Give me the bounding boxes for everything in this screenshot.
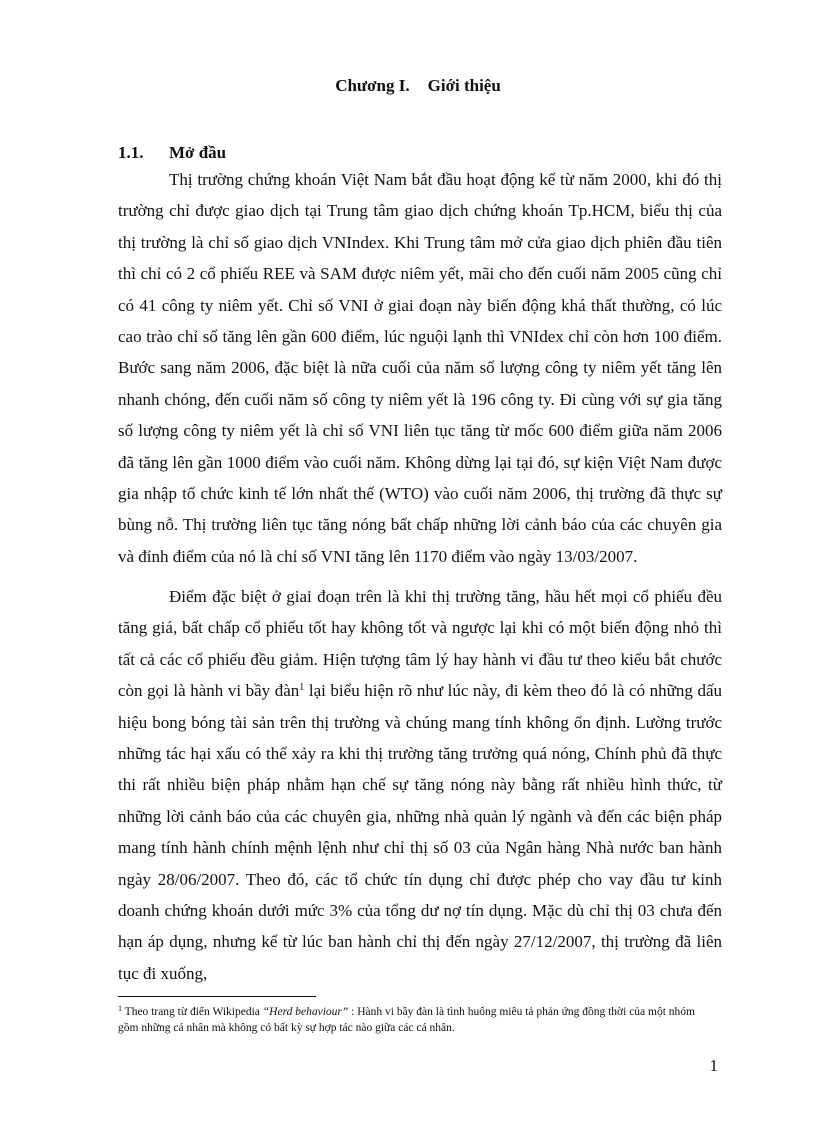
body-text-block-1 — [118, 164, 722, 572]
paragraph-2-part-a: Điểm đặc biệt ở giai đoạn trên là khi thị trường tăng, hầu hết mọi cổ phiếu đều tăng giá, bất chấp cổ phiếu tốt hay không tốt và ngược lại khi có một biến động nhỏ thì tất cả các cổ phiếu đều giảm. Hiện tượng tâm lý hay hành vi đầu tư theo kiểu bắt chước còn gọi là hành vi bầy đàn — [118, 587, 722, 701]
chapter-name: Giới thiệu — [427, 76, 501, 95]
paragraph-1: Thị trường chứng khoán Việt Nam bắt đầu hoạt động kể từ năm 2000, khi đó thị trường chỉ được giao dịch tại Trung tâm giao dịch chứng khoán Tp.HCM, biểu thị của thị trường là chỉ số giao dịch VNIndex. Khi Trung tâm mở cửa giao dịch phiên đầu tiên thì chỉ có 2 cổ phiếu REE và SAM được niêm yết, mãi cho đến cuối năm 2005 cũng chỉ có 41 công ty niêm yết. Chỉ số VNI ở giai đoạn này biến động khá thất thường, có lúc cao trào chỉ số tăng lên gần 600 điểm, lúc nguội lạnh thì VNIdex chỉ còn hơn 100 điểm. Bước sang năm 2006, đặc biệt là nữa cuối của năm số lượng công ty niêm yết tăng lên nhanh chóng, đến cuối năm số công ty niêm yết là 196 công ty. Đi cùng với sự gia tăng số lượng công ty niêm yết là chỉ số VNI liên tục tăng từ mốc 600 điểm giữa năm 2006 đã tăng lên gần 1000 điểm vào cuối năm. Không dừng lại tại đó, sự kiện Việt Nam được gia nhập tổ chức kinh tế lớn nhất thế (WTO) vào cuối năm 2006, thị trường đã thực sự bùng nỗ. Thị trường liên tục tăng nóng bất chấp những lời cảnh báo của các chuyên gia và đỉnh điểm của nó là chỉ số VNI tăng lên 1170 điểm vào ngày 13/03/2007. — [118, 170, 722, 566]
footnote-marker: 1 — [118, 1004, 122, 1013]
footnote-text: : Hành vi bầy đàn là tình huống miêu tả phản ứng đồng thời của một nhóm gồm những cá nhân mà không có bất kỳ sự hợp tác nào giữa các cá nhân. — [118, 1006, 695, 1034]
chapter-label: Chương I. — [335, 76, 410, 95]
chapter-title — [0, 76, 816, 96]
section-number: 1.1. — [118, 143, 144, 162]
section-title: Mở đầu — [169, 143, 227, 162]
footnote-divider — [118, 996, 316, 997]
footnote-prefix: Theo trang từ điển Wikipedia — [122, 1006, 263, 1018]
footnote — [118, 1004, 718, 1036]
body-text-block-2 — [118, 581, 722, 989]
paragraph-2-part-b: lại biểu hiện rõ như lúc này, đi kèm theo đó là có những dấu hiệu bong bóng tài sản trên thị trường và chúng mang tính không ổn định. Lường trước những tác hại xấu có thể xảy ra khi thị trường tăng trưởng quá nóng, Chính phủ đã thực thi rất nhiều biện pháp nhằm hạn chế sự tăng nóng này bằng rất nhiều hình thức, từ những lời cảnh báo của các chuyên gia, những nhà quản lý ngành và đến các biện pháp mang tính hành chính mệnh lệnh như chỉ thị số 03 của Ngân hàng Nhà nước ban hành ngày 28/06/2007. Theo đó, các tổ chức tín dụng chỉ được phép cho vay đầu tư kinh doanh chứng khoán dưới mức 3% của tổng dư nợ tín dụng. Mặc dù chỉ thị 03 chưa đến hạn áp dụng, nhưng kể từ lúc ban hành chỉ thị đến ngày 27/12/2007, thị trường đã liên tục đi xuống, — [118, 681, 722, 983]
section-heading — [118, 143, 226, 163]
footnote-term: “Herd behaviour” — [262, 1006, 349, 1018]
page-number: 1 — [709, 1056, 718, 1075]
footnote-reference[interactable]: 1 — [299, 682, 305, 694]
paragraph-2 — [118, 581, 722, 989]
